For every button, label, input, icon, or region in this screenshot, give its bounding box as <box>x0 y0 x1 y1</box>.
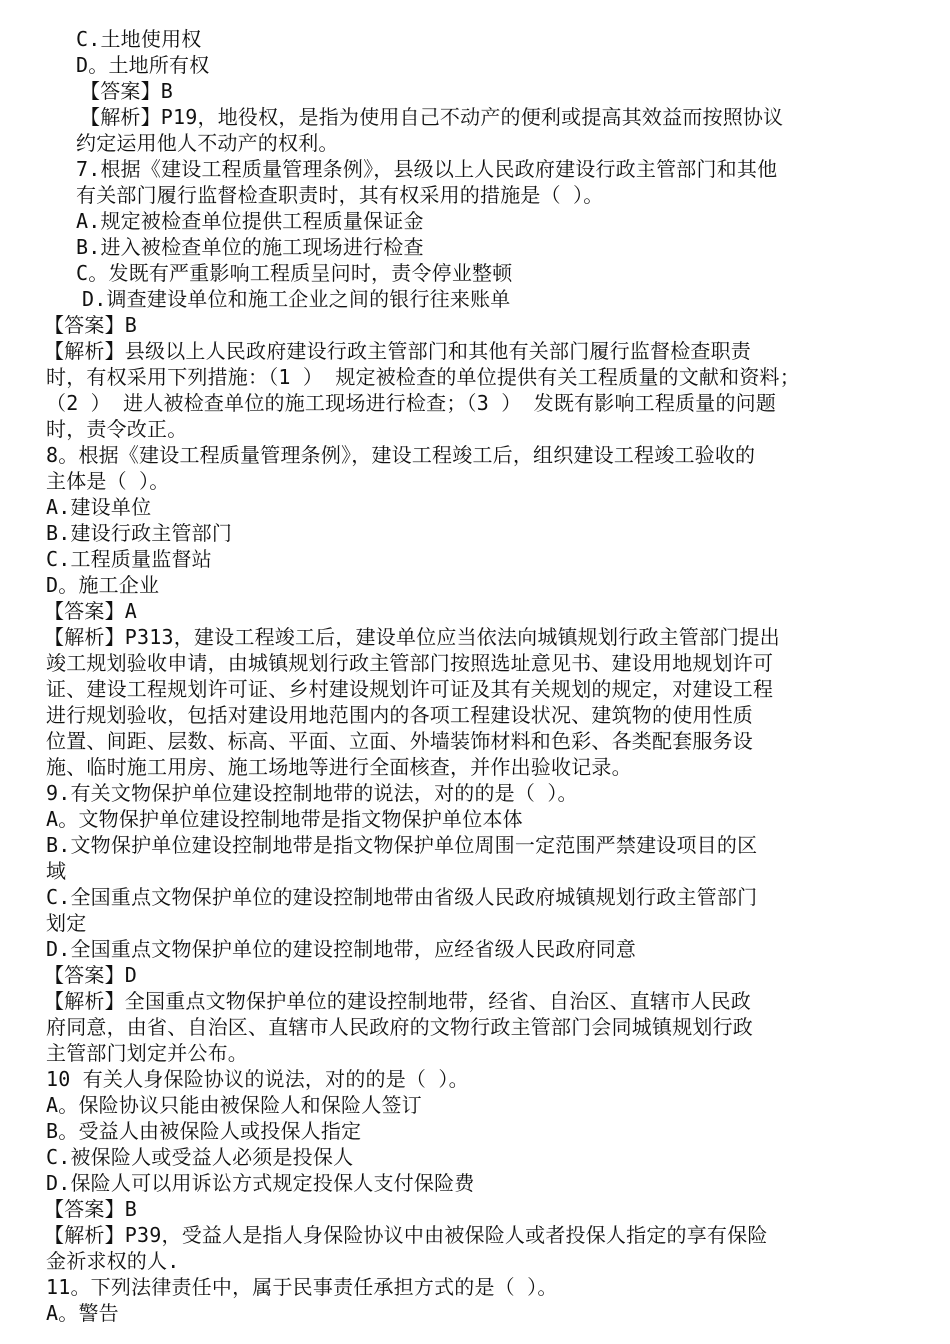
analysis-q8-line1: 【解析】P313，建设工程竣工后，建设单位应当依法向城镇规划行政主管部门提出 <box>44 625 780 649</box>
question-9: 9.有关文物保护单位建设控制地带的说法，对的的是（ ）。 <box>46 781 578 805</box>
analysis-q6-line2: 约定运用他人不动产的权利。 <box>76 131 339 155</box>
option-c-q9-line1: C.全国重点文物保护单位的建设控制地带由省级人民政府城镇规划行政主管部门 <box>46 885 758 909</box>
question-11: 11。下列法律责任中，属于民事责任承担方式的是（ ）。 <box>46 1275 558 1299</box>
analysis-q8-line3: 证、建设工程规划许可证、乡村建设规划许可证及其有关规划的规定，对建设工程 <box>46 677 774 701</box>
option-c-q9-line2: 划定 <box>46 911 87 935</box>
question-7-line1: 7.根据《建设工程质量管理条例》，县级以上人民政府建设行政主管部门和其他 <box>76 157 778 181</box>
answer-q8: 【答案】A <box>44 599 138 623</box>
document-page <box>0 26 950 1326</box>
option-b-q10: B。受益人由被保险人或投保人指定 <box>46 1119 362 1143</box>
analysis-q10-line2: 金祈求权的人. <box>46 1249 180 1273</box>
option-c-q6: C.土地使用权 <box>76 27 202 51</box>
question-8-line2: 主体是（ ）。 <box>46 469 170 493</box>
analysis-q7-line2: 时，有权采用下列措施：（1 ） 规定被检查的单位提供有关工程质量的文献和资料； <box>46 365 800 389</box>
option-b-q9-line2: 域 <box>46 859 67 883</box>
option-a-q8: A.建设单位 <box>46 495 152 519</box>
option-d-q6: D。土地所有权 <box>76 53 210 77</box>
option-a-q11: A。警告 <box>46 1301 119 1325</box>
question-7-line2: 有关部门履行监督检查职责时，其有权采用的措施是（ ）。 <box>76 183 604 207</box>
option-a-q9: A。文物保护单位建设控制地带是指文物保护单位本体 <box>46 807 523 831</box>
option-a-q7: A.规定被检查单位提供工程质量保证金 <box>76 209 424 233</box>
option-d-q8: D。施工企业 <box>46 573 160 597</box>
analysis-q8-line4: 进行规划验收，包括对建设用地范围内的各项工程建设状况、建筑物的使用性质 <box>46 703 753 727</box>
analysis-q6-line1: 【解析】P19，地役权，是指为使用自己不动产的便利或提高其效益而按照协议 <box>80 105 784 129</box>
answer-q6: 【答案】B <box>80 79 174 103</box>
option-d-q7: D.调查建设单位和施工企业之间的银行往来账单 <box>82 287 511 311</box>
option-b-q7: B.进入被检查单位的施工现场进行检查 <box>76 235 424 259</box>
answer-q7: 【答案】B <box>44 313 138 337</box>
question-8-line1: 8。根据《建设工程质量管理条例》，建设工程竣工后，组织建设工程竣工验收的 <box>46 443 756 467</box>
analysis-q8-line6: 施、临时施工用房、施工场地等进行全面核查，并作出验收记录。 <box>46 755 632 779</box>
option-c-q10: C.被保险人或受益人必须是投保人 <box>46 1145 354 1169</box>
option-b-q9-line1: B.文物保护单位建设控制地带是指文物保护单位周围一定范围严禁建设项目的区 <box>46 833 758 857</box>
option-d-q9: D.全国重点文物保护单位的建设控制地带，应经省级人民政府同意 <box>46 937 637 961</box>
analysis-q7-line4: 时，责令改正。 <box>46 417 188 441</box>
option-b-q8: B.建设行政主管部门 <box>46 521 233 545</box>
answer-q9: 【答案】D <box>44 963 138 987</box>
question-10: 10 有关人身保险协议的说法，对的的是（ ）。 <box>46 1067 469 1091</box>
analysis-q7-line1: 【解析】县级以上人民政府建设行政主管部门和其他有关部门履行监督检查职责 <box>44 339 751 363</box>
option-a-q10: A。保险协议只能由被保险人和保险人签订 <box>46 1093 422 1117</box>
option-d-q10: D.保险人可以用诉讼方式规定投保人支付保险费 <box>46 1171 475 1195</box>
analysis-q9-line1: 【解析】全国重点文物保护单位的建设控制地带，经省、自治区、直辖市人民政 <box>44 989 751 1013</box>
option-c-q7: C。发既有严重影响工程质呈问时，责令停业整顿 <box>76 261 513 285</box>
analysis-q8-line2: 竣工规划验收申请，由城镇规划行政主管部门按照选址意见书、建设用地规划许可 <box>46 651 774 675</box>
analysis-q7-line3: （2 ） 进人被检查单位的施工现场进行检查；（3 ） 发既有影响工程质量的问题 <box>46 391 777 415</box>
analysis-q8-line5: 位置、间距、层数、标高、平面、立面、外墙装饰材料和色彩、各类配套服务设 <box>46 729 753 753</box>
analysis-q10-line1: 【解析】P39，受益人是指人身保险协议中由被保险人或者投保人指定的享有保险 <box>44 1223 768 1247</box>
analysis-q9-line3: 主管部门划定并公布。 <box>46 1041 248 1065</box>
answer-q10: 【答案】B <box>44 1197 138 1221</box>
option-c-q8: C.工程质量监督站 <box>46 547 212 571</box>
analysis-q9-line2: 府同意，由省、自治区、直辖市人民政府的文物行政主管部门会同城镇规划行政 <box>46 1015 753 1039</box>
